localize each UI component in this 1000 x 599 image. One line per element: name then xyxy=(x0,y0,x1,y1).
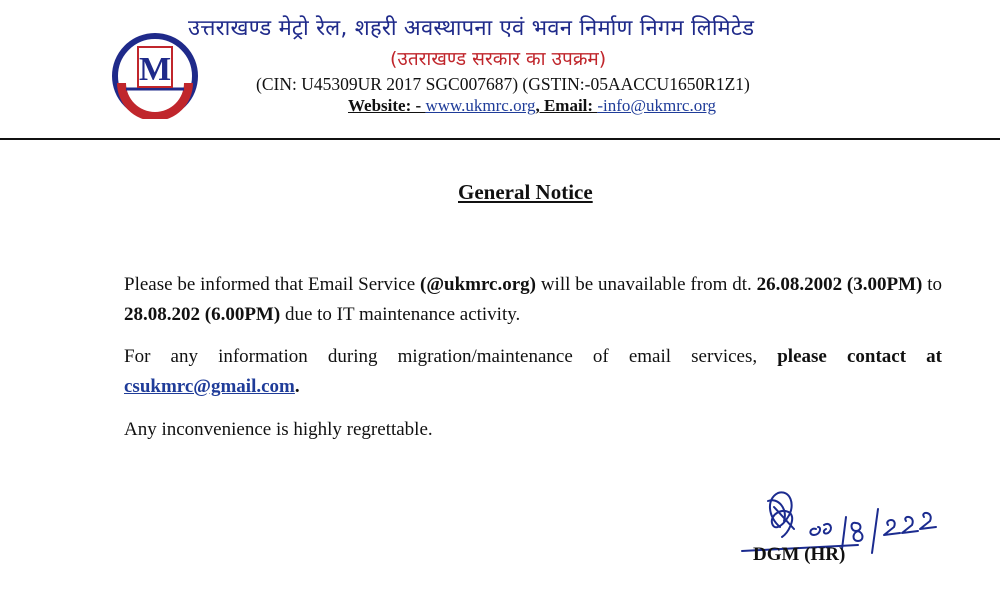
registration-numbers: (CIN: U45309UR 2017 SGC007687) (GSTIN:-05AACCU1650R1Z1) xyxy=(256,74,750,94)
contact-email-link[interactable]: csukmrc@gmail.com xyxy=(124,376,295,397)
p2-contact-phrase: please contact at xyxy=(777,346,942,367)
paragraph-contact xyxy=(124,342,942,402)
p1-text-g: due to IT maintenance activity. xyxy=(280,304,521,325)
website-link[interactable]: www.ukmrc.org xyxy=(425,96,536,115)
svg-text:M: M xyxy=(138,51,172,88)
email-link[interactable]: -info@ukmrc.org xyxy=(597,96,717,115)
p2-text-a: For any information during migration/maintenance of email services, xyxy=(124,346,778,367)
contact-line xyxy=(348,96,716,116)
p1-text-e: to xyxy=(922,274,942,295)
website-label: Website: - xyxy=(348,96,426,115)
paragraph-apology: Any inconvenience is highly regrettable. xyxy=(124,419,433,440)
signatory-designation: DGM (HR) xyxy=(753,544,846,565)
org-subtitle-hindi: (उतराखण्ड सरकार का उपक्रम) xyxy=(390,48,607,70)
start-datetime: 26.08.2002 (3.00PM) xyxy=(756,274,923,295)
email-domain: (@ukmrc.org) xyxy=(420,274,536,295)
p2-end: . xyxy=(294,376,300,397)
end-datetime: 28.08.202 (6.00PM) xyxy=(124,304,281,325)
org-name-hindi: उत्तराखण्ड मेट्रो रेल, शहरी अवस्थापना एवं भवन निर्माण निगम लिमिटेड xyxy=(188,16,755,41)
p1-text-c: will be unavailable from dt. xyxy=(536,274,757,295)
ukmrc-logo xyxy=(112,33,198,119)
email-label: , Email: xyxy=(535,96,598,115)
paragraph-unavailability xyxy=(124,270,942,330)
p1-text-a: Please be informed that Email Service xyxy=(124,274,420,295)
notice-title: General Notice xyxy=(458,180,593,204)
header-divider xyxy=(0,138,1000,140)
